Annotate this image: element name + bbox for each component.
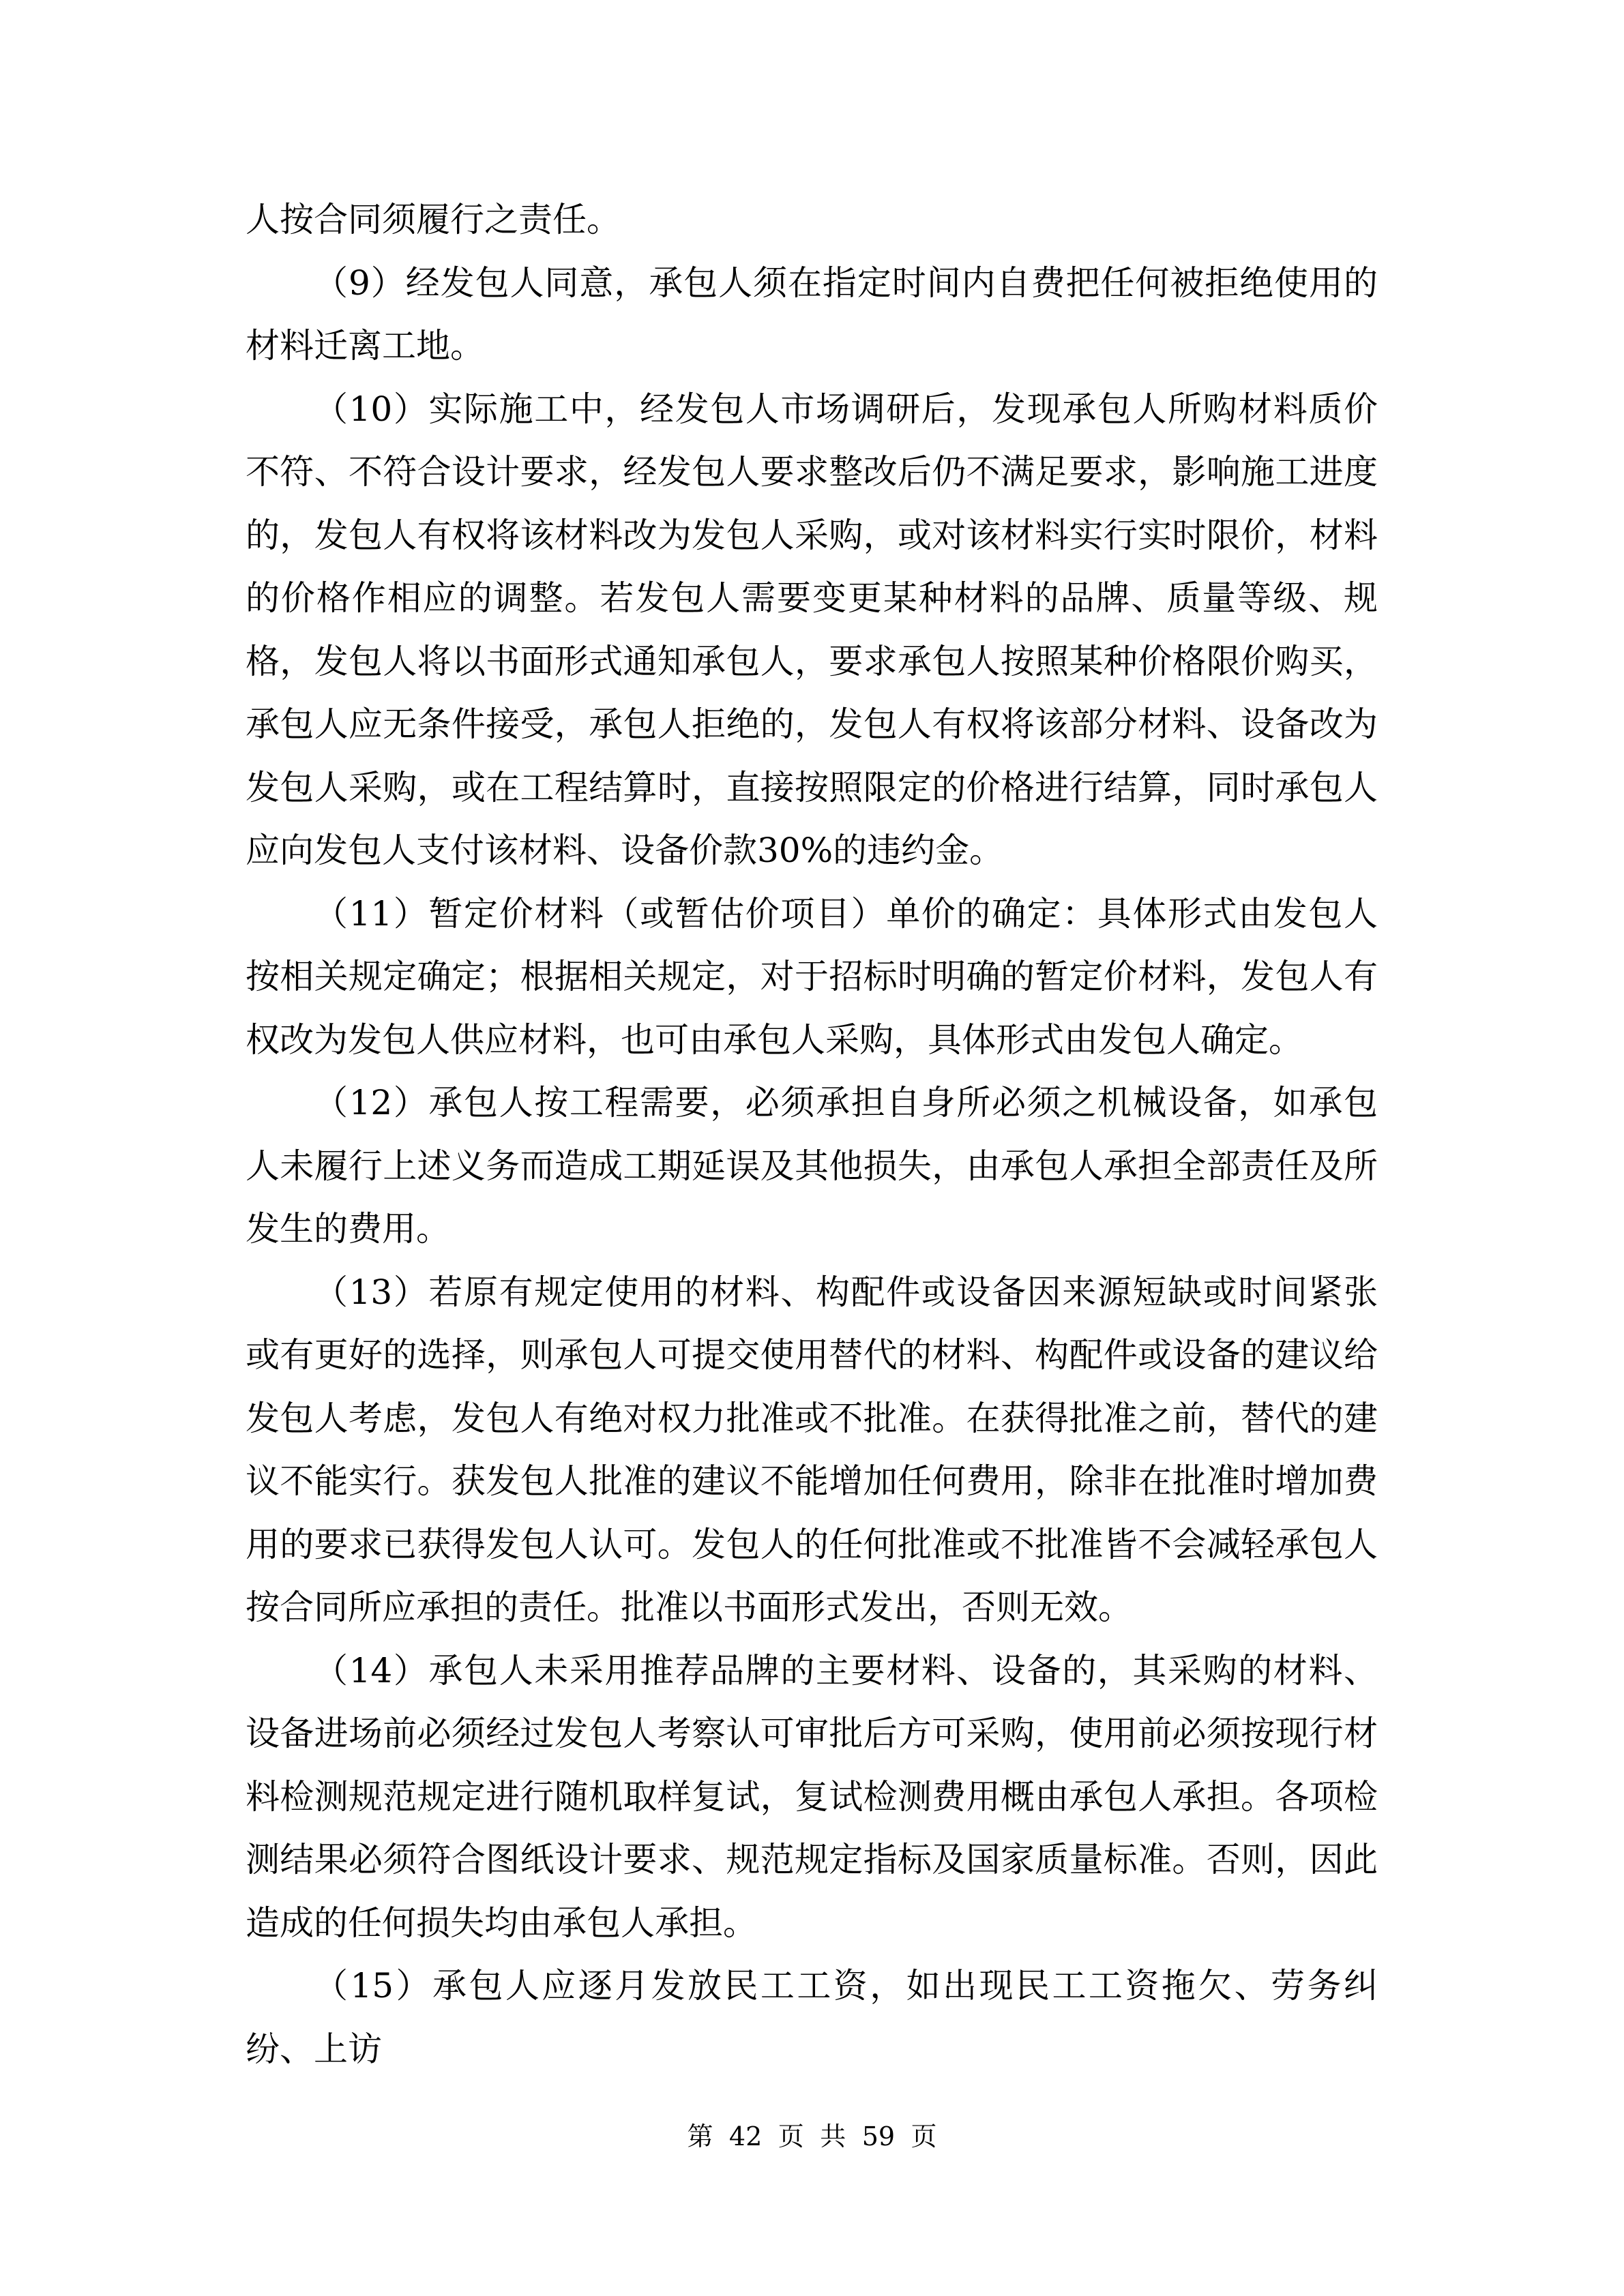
paragraph: （9）经发包人同意，承包人须在指定时间内自费把任何被拒绝使用的材料迁离工地。 bbox=[246, 263, 1378, 366]
paragraph: （13）若原有规定使用的材料、构配件或设备因来源短缺或时间紧张或有更好的选择，则承包人可提交使用替代的材料、构配件或设备的建议给发包人考虑，发包人有绝对权力批准或不批准。在获得批准之前，替代的建议不能实行。获发包人批准的建议不能增加任何费用，除非在批准时增加费用的要求已获得发包人认可。发包人的任何批准或不批准皆不会减轻承包人按合同所应承担的责任。批准以书面形式发出，否则无效。 bbox=[246, 1272, 1378, 1627]
paragraph: （10）实际施工中，经发包人市场调研后，发现承包人所购材料质价不符、不符合设计要求，经发包人要求整改后仍不满足要求，影响施工进度的，发包人有权将该材料改为发包人采购，或对该材料实行实时限价，材料的价格作相应的调整。若发包人需要变更某种材料的品牌、质量等级、规格，发包人将以书面形式通知承包人，要求承包人按照某种价格限价购买，承包人应无条件接受，承包人拒绝的，发包人有权将该部分材料、设备改为发包人采购，或在工程结算时，直接按照限定的价格进行结算，同时承包人应向发包人支付该材料、设备价款30%的违约金。 bbox=[246, 389, 1378, 870]
paragraph: 人按合同须履行之责任。 bbox=[246, 200, 621, 239]
page-number-footer: 第 42 页 共 59 页 bbox=[687, 2121, 937, 2151]
paragraph: （11）暂定价材料（或暂估价项目）单价的确定：具体形式由发包人按相关规定确定；根据相关规定，对于招标时明确的暂定价材料，发包人有权改为发包人供应材料，也可由承包人采购，具体形式由发包人确定。 bbox=[246, 893, 1378, 1060]
page-body bbox=[246, 188, 1378, 2081]
paragraph: （15）承包人应逐月发放民工工资，如出现民工工资拖欠、劳务纠纷、上访 bbox=[246, 1966, 1378, 2069]
paragraph: （12）承包人按工程需要，必须承担自身所必须之机械设备，如承包人未履行上述义务而造成工期延误及其他损失，由承包人承担全部责任及所发生的费用。 bbox=[246, 1083, 1378, 1249]
paragraph: （14）承包人未采用推荐品牌的主要材料、设备的，其采购的材料、设备进场前必须经过发包人考察认可审批后方可采购，使用前必须按现行材料检测规范规定进行随机取样复试，复试检测费用概由承包人承担。各项检测结果必须符合图纸设计要求、规范规定指标及国家质量标准。否则，因此造成的任何损失均由承包人承担。 bbox=[246, 1650, 1378, 1943]
